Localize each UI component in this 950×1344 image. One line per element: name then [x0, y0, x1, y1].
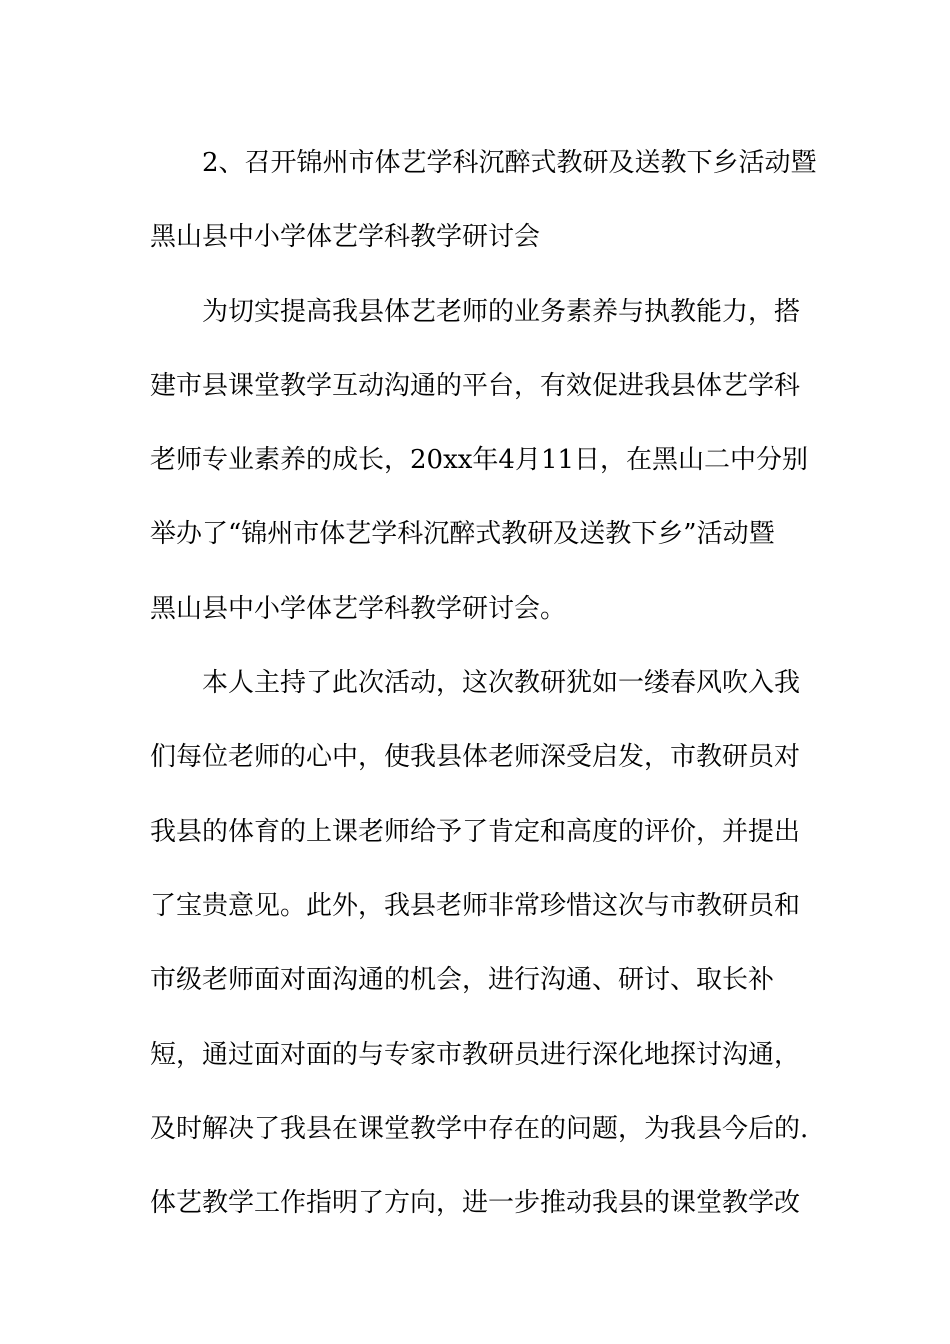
paragraph-line: 体艺教学工作指明了方向，进一步推动我县的课堂教学改 [150, 1188, 801, 1219]
paragraph-line: 本人主持了此次活动，这次教研犹如一缕春风吹入我 [202, 668, 801, 699]
paragraph-line: 建市县课堂教学互动沟通的平台，有效促进我县体艺学科 [150, 370, 801, 401]
paragraph-line: 老师专业素养的成长，20xx年4月11日，在黑山二中分别 [150, 445, 809, 476]
paragraph-line: 及时解决了我县在课堂教学中存在的问题，为我县今后的. [150, 1113, 809, 1144]
paragraph-line: 短，通过面对面的与专家市教研员进行深化地探讨沟通， [150, 1039, 801, 1070]
paragraph-line: 们每位老师的心中，使我县体老师深受启发，市教研员对 [150, 742, 801, 773]
paragraph-line: 了宝贵意见。此外，我县老师非常珍惜这次与市教研员和 [150, 890, 801, 921]
paragraph-line: 市级老师面对面沟通的机会，进行沟通、研讨、取长补 [150, 965, 775, 996]
section-heading-line-2: 黑山县中小学体艺学科教学研讨会 [150, 222, 541, 253]
document-body [150, 126, 817, 1240]
paragraph-line: 为切实提高我县体艺老师的业务素养与执教能力，搭 [202, 296, 801, 327]
section-heading-line-1: 2、召开锦州市体艺学科沉醉式教研及送教下乡活动暨 [202, 148, 817, 178]
paragraph-line: 黑山县中小学体艺学科教学研讨会。 [150, 593, 567, 624]
paragraph-line: 我县的体育的上课老师给予了肯定和高度的评价，并提出 [150, 816, 801, 847]
paragraph-line: 举办了“锦州市体艺学科沉醉式教研及送教下乡”活动暨 [150, 519, 775, 550]
